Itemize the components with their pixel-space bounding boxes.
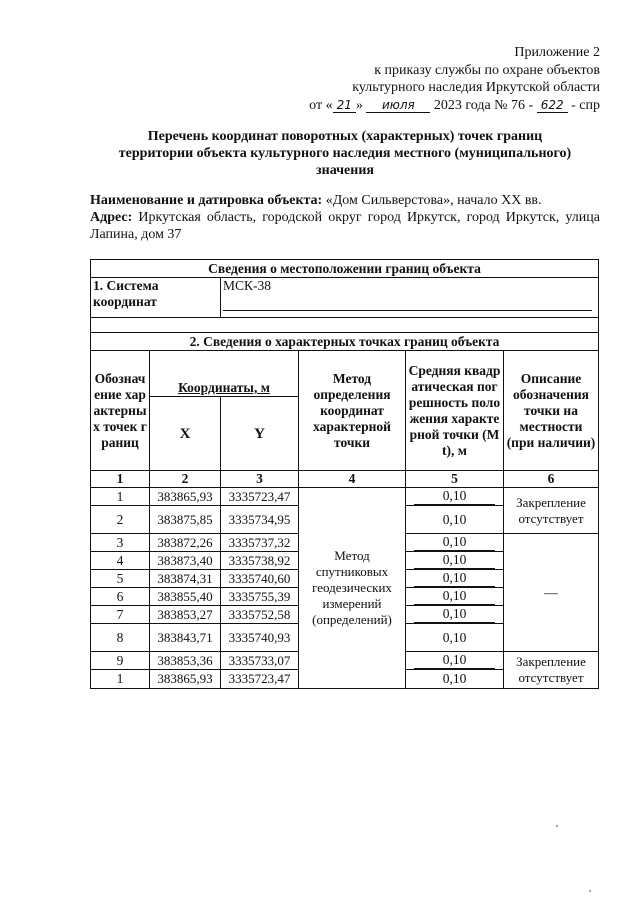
object-name [90, 192, 600, 209]
col-num-1: 1 [91, 471, 150, 488]
date-prefix: от « [309, 97, 333, 113]
x-cell: 383843,71 [150, 624, 221, 652]
x-cell: 383875,85 [150, 506, 221, 534]
handwritten-day: 21 [333, 99, 356, 113]
point-cell: 4 [91, 552, 150, 570]
appendix-line-2: к приказу службы по охране объектов [374, 62, 600, 78]
appendix-line-3: культурного наследия Иркутской области [352, 80, 600, 95]
object-name-label: Наименование и датировка объекта: [90, 193, 323, 208]
handwritten-month: июля [366, 99, 430, 113]
point-cell: 5 [91, 570, 150, 588]
error-cell: 0,10 [406, 534, 504, 552]
col-num-4: 4 [299, 471, 406, 488]
error-cell: 0,10 [406, 670, 504, 689]
y-cell: 3335723,47 [221, 670, 299, 689]
scan-speck [589, 890, 591, 892]
point-cell: 6 [91, 588, 150, 606]
object-meta [90, 192, 600, 243]
date-mid: » [355, 97, 363, 113]
x-cell: 383853,27 [150, 606, 221, 624]
col-num-3: 3 [221, 471, 299, 488]
description-cell-bottom: Закрепление отсутствует [504, 652, 599, 689]
object-address-value: Иркутская область, городской округ город Иркутск, город Иркутск, улица Лапина, дом 37 [90, 210, 600, 242]
y-cell: 3335752,58 [221, 606, 299, 624]
appendix-line-1: Приложение 2 [514, 45, 600, 60]
col-num-2: 2 [150, 471, 221, 488]
error-cell: 0,10 [406, 506, 504, 534]
point-cell: 8 [91, 624, 150, 652]
table-row [91, 488, 599, 506]
handwritten-number: 622 [537, 99, 568, 113]
x-cell: 383873,40 [150, 552, 221, 570]
title-line-2: территории объекта культурного наследия местного (муниципального) [118, 146, 572, 161]
description-cell-middle: — [504, 534, 599, 652]
point-cell: 1 [91, 488, 150, 506]
error-cell: 0,10 [406, 588, 504, 606]
x-cell: 383865,93 [150, 488, 221, 506]
y-cell: 3335737,32 [221, 534, 299, 552]
error-cell: 0,10 [406, 606, 504, 624]
description-cell-top: Закрепление отсутствует [504, 488, 599, 534]
header-y: Y [221, 397, 299, 471]
appendix-header [309, 44, 600, 114]
header-method: Метод определения координат характерной точки [299, 351, 406, 471]
header-coordinates-text: Координаты, м [178, 380, 270, 395]
header-coordinates [150, 351, 299, 397]
section-1-title: Сведения о местоположении границ объекта [91, 260, 599, 278]
coordinate-system-value [221, 278, 599, 318]
header-error: Средняя квадратическая погрешность положения характерной точки (Mt), м [406, 351, 504, 471]
y-cell: 3335740,60 [221, 570, 299, 588]
y-cell: 3335740,93 [221, 624, 299, 652]
date-suffix: 2023 года № 76 - [433, 97, 534, 113]
scan-speck [556, 825, 558, 827]
spacer-row [91, 318, 599, 333]
coordinates-table [90, 259, 599, 689]
x-cell: 383874,31 [150, 570, 221, 588]
point-cell: 3 [91, 534, 150, 552]
title-line-1: Перечень координат поворотных (характерных) точек границ [147, 129, 543, 144]
point-cell: 9 [91, 652, 150, 670]
column-numbers-row [91, 471, 599, 488]
section-2-title: 2. Сведения о характерных точках границ объекта [91, 333, 599, 351]
y-cell: 3335755,39 [221, 588, 299, 606]
method-cell: Метод спутниковых геодезических измерений (определений) [299, 488, 406, 689]
error-cell: 0,10 [406, 652, 504, 670]
x-cell: 383855,40 [150, 588, 221, 606]
coordinate-system-label: 1. Система координат [91, 278, 221, 318]
object-address-label: Адрес: [90, 210, 133, 225]
error-cell: 0,10 [406, 624, 504, 652]
point-cell: 2 [91, 506, 150, 534]
y-cell: 3335738,92 [221, 552, 299, 570]
object-address [90, 209, 600, 243]
col-num-6: 6 [504, 471, 599, 488]
x-cell: 383853,36 [150, 652, 221, 670]
document-title [90, 128, 600, 179]
coordinate-system-text: МСК-38 [223, 278, 272, 293]
header-point: Обозначение характерных точек границ [91, 351, 150, 471]
y-cell: 3335734,95 [221, 506, 299, 534]
error-cell: 0,10 [406, 488, 504, 506]
number-suffix: - спр [571, 97, 600, 113]
object-name-value: «Дом Сильверстова», начало XX вв. [325, 193, 542, 208]
point-cell: 1 [91, 670, 150, 689]
error-cell: 0,10 [406, 552, 504, 570]
error-cell: 0,10 [406, 570, 504, 588]
title-line-3: значения [316, 163, 374, 178]
y-cell: 3335723,47 [221, 488, 299, 506]
appendix-date-line [309, 97, 600, 115]
header-description: Описание обозначения точки на местности (при наличии) [504, 351, 599, 471]
y-cell: 3335733,07 [221, 652, 299, 670]
point-cell: 7 [91, 606, 150, 624]
x-cell: 383872,26 [150, 534, 221, 552]
header-x: X [150, 397, 221, 471]
col-num-5: 5 [406, 471, 504, 488]
x-cell: 383865,93 [150, 670, 221, 689]
